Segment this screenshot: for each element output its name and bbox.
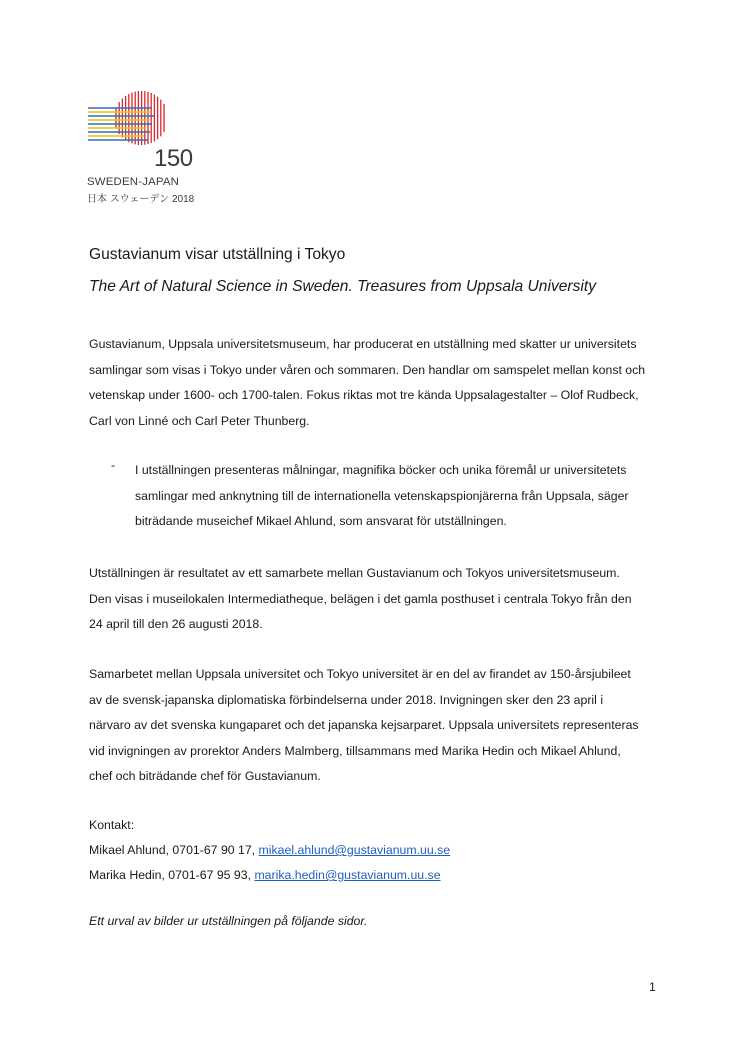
paragraph-line: vetenskap under 1600- och 1700-talen. Fokus riktas mot tre kända Uppsalagestalter – Olof Rudbeck, — [89, 388, 639, 402]
contact-details: Marika Hedin, 0701-67 95 93, — [89, 868, 255, 882]
logo-text-sweden-japan: SWEDEN-JAPAN — [87, 176, 180, 188]
paragraph-line: Samarbetet mellan Uppsala universitet och Tokyo universitet är en del av firandet av 150-årsjubileet — [89, 667, 631, 681]
logo-text-japanese: 日本 スウェーデン 2018 — [87, 194, 195, 205]
paragraph-line: Den visas i museilokalen Intermediatheque, belägen i det gamla posthuset i centrala Tokyo från den — [89, 591, 632, 606]
paragraph-line: vid invigningen av prorektor Anders Malmberg, tillsammans med Marika Hedin och Mikael Ahlund, — [89, 743, 621, 758]
bullet-quote — [135, 458, 675, 535]
paragraph-anniversary — [89, 662, 669, 790]
email-link-mikael[interactable]: mikael.ahlund@gustavianum.uu.se — [258, 843, 451, 857]
contact-mikael — [89, 843, 450, 857]
contact-label: Kontakt: — [89, 818, 135, 832]
paragraph-line: chef och biträdande chef för Gustavianum. — [89, 769, 321, 783]
paragraph-collaboration — [89, 561, 669, 638]
paragraph-line: närvaro av det svenska kungaparet och det japanska kejsarparet. Uppsala universitets representeras — [89, 718, 639, 732]
images-note: Ett urval av bilder ur utställningen på följande sidor. — [89, 914, 368, 928]
paragraph-line: samlingar som visas i Tokyo under våren och sommaren. Den handlar om samspelet mellan konst och — [89, 362, 646, 377]
logo-graphic-icon — [86, 88, 216, 178]
bullet-line: samlingar med anknytning till de internationella vetenskapspionjärerna från Uppsala, säger — [135, 488, 629, 503]
paragraph-line: Carl von Linné och Carl Peter Thunberg. — [89, 413, 310, 428]
contact-marika — [89, 868, 441, 882]
paragraph-line: av de svensk-japanska diplomatiska förbindelserna under 2018. Invigningen sker den 23 april i — [89, 692, 604, 707]
bullet-line: I utställningen presenteras målningar, magnifika böcker och unika föremål ur universitetets — [135, 463, 627, 477]
bullet-line: biträdande museichef Mikael Ahlund, som ansvarat för utställningen. — [135, 514, 507, 528]
bullet-marker: - — [111, 458, 116, 472]
paragraph-line: 24 april till den 26 augusti 2018. — [89, 617, 263, 631]
page-number: 1 — [649, 980, 656, 994]
paragraph-line: Gustavianum, Uppsala universitetsmuseum, har producerat en utställning med skatter ur universitets — [89, 337, 637, 351]
paragraph-line: Utställningen är resultatet av ett samarbete mellan Gustavianum och Tokyos universitetsmuseum. — [89, 566, 620, 580]
sweden-japan-150-logo — [86, 88, 216, 208]
paragraph-intro — [89, 332, 669, 434]
contact-details: Mikael Ahlund, 0701-67 90 17, — [89, 843, 259, 857]
document-subtitle: The Art of Natural Science in Sweden. Treasures from Uppsala University — [89, 278, 597, 295]
document-title: Gustavianum visar utställning i Tokyo — [89, 246, 346, 263]
logo-number: 150 — [154, 145, 193, 172]
email-link-marika[interactable]: marika.hedin@gustavianum.uu.se — [254, 868, 441, 882]
